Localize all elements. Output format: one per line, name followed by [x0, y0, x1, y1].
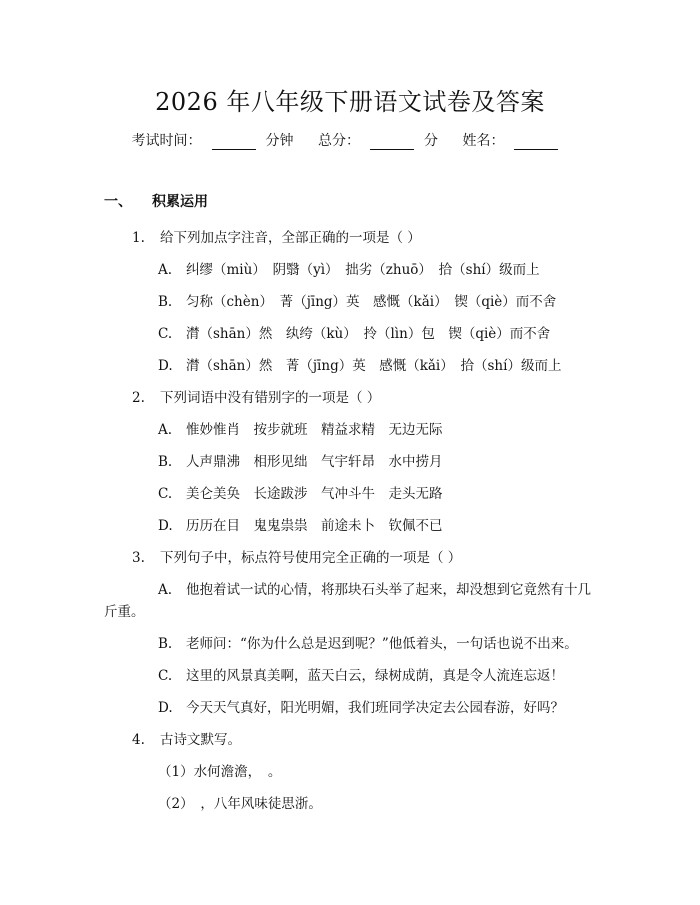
question-number: 3.: [132, 550, 145, 566]
total-score-label: 总分：: [318, 133, 360, 149]
option-text: 匀称（chèn） 菁（jīng）英 感慨（kǎi） 锲（qiè）而不舍: [186, 294, 557, 310]
exam-info-row: [0, 130, 700, 150]
question-4: [132, 728, 241, 748]
q3-option-d: [158, 696, 564, 716]
option-letter: D.: [158, 358, 173, 374]
option-letter: D.: [158, 700, 173, 716]
question-number: 4.: [132, 732, 145, 748]
question-3: [132, 546, 461, 566]
option-text: 历历在目 鬼鬼祟祟 前途未卜 钦佩不已: [186, 518, 443, 534]
q3-option-a-continued: 斤重。: [104, 604, 145, 620]
q4-item-2: （2） ，八年风味徒思浙。: [158, 796, 322, 812]
name-label: 姓名：: [462, 133, 505, 149]
option-text: 这里的风景真美啊，蓝天白云，绿树成荫，真是令人流连忘返！: [186, 668, 564, 684]
question-1: [132, 226, 421, 246]
exam-time-blank: [212, 135, 256, 150]
q2-option-d: [158, 514, 443, 534]
q3-option-a: [158, 578, 591, 598]
question-text: 下列词语中没有错别字的一项是（ ）: [160, 390, 381, 406]
page-title: 2026 年八年级下册语文试卷及答案: [155, 88, 545, 116]
q4-item-1: （1）水何澹澹， 。: [158, 764, 282, 780]
question-text: 给下列加点字注音，全部正确的一项是（ ）: [160, 230, 421, 246]
q3-option-c: [158, 664, 564, 684]
option-letter: B.: [158, 636, 173, 652]
exam-time-unit: 分钟: [265, 133, 294, 149]
option-letter: A.: [158, 262, 173, 278]
exam-time-field: [132, 133, 294, 149]
total-score-unit: 分: [424, 133, 438, 149]
option-letter: B.: [158, 454, 173, 470]
option-text: 纠缪（miù） 阴翳（yì） 拙劣（zhuō） 拾（shí）级而上: [186, 262, 540, 278]
option-text: 惟妙惟肖 按步就班 精益求精 无边无际: [186, 422, 443, 438]
option-text: 美仑美奂 长途跋涉 气冲斗牛 走头无路: [186, 486, 443, 502]
option-text: 今天天气真好，阳光明媚，我们班同学决定去公园春游，好吗？: [186, 700, 564, 716]
name-blank: [514, 135, 558, 150]
q2-option-a: [158, 418, 443, 438]
option-text: 老师问：“你为什么总是迟到呢？”他低着头，一句话也说不出来。: [186, 636, 578, 652]
q2-option-c: [158, 482, 443, 502]
q1-option-c: [158, 322, 550, 342]
q1-option-b: [158, 290, 556, 310]
q2-option-b: [158, 450, 443, 470]
q1-option-d: [158, 354, 561, 374]
question-2: [132, 386, 380, 406]
option-letter: C.: [158, 326, 173, 342]
option-letter: A.: [158, 582, 173, 598]
exam-time-label: 考试时间：: [131, 133, 202, 149]
q3-option-b: [158, 632, 578, 652]
q1-option-a: [158, 258, 540, 278]
option-text: 人声鼎沸 相形见绌 气宇轩昂 水中捞月: [186, 454, 443, 470]
section-number: 一、: [104, 194, 132, 210]
option-letter: B.: [158, 294, 173, 310]
section-heading: [104, 191, 208, 211]
question-text: 古诗文默写。: [160, 732, 241, 748]
name-field: [462, 133, 568, 149]
question-number: 2.: [132, 390, 145, 406]
option-letter: D.: [158, 518, 173, 534]
question-text: 下列句子中，标点符号使用完全正确的一项是（ ）: [160, 550, 462, 566]
option-text: 潸（shān）然 纨绔（kù） 拎（lìn）包 锲（qiè）而不舍: [186, 326, 551, 342]
section-title: 积累运用: [152, 194, 208, 210]
total-score-blank: [370, 135, 414, 150]
option-text: 他抱着试一试的心情，将那块石头举了起来，却没想到它竟然有十几: [186, 582, 591, 598]
total-score-field: [318, 133, 438, 149]
option-letter: A.: [158, 422, 173, 438]
question-number: 1.: [132, 230, 145, 246]
option-letter: C.: [158, 668, 173, 684]
option-text: 潸（shān）然 菁（jīng）英 感慨（kǎi） 拾（shí）级而上: [186, 358, 562, 374]
option-letter: C.: [158, 486, 173, 502]
